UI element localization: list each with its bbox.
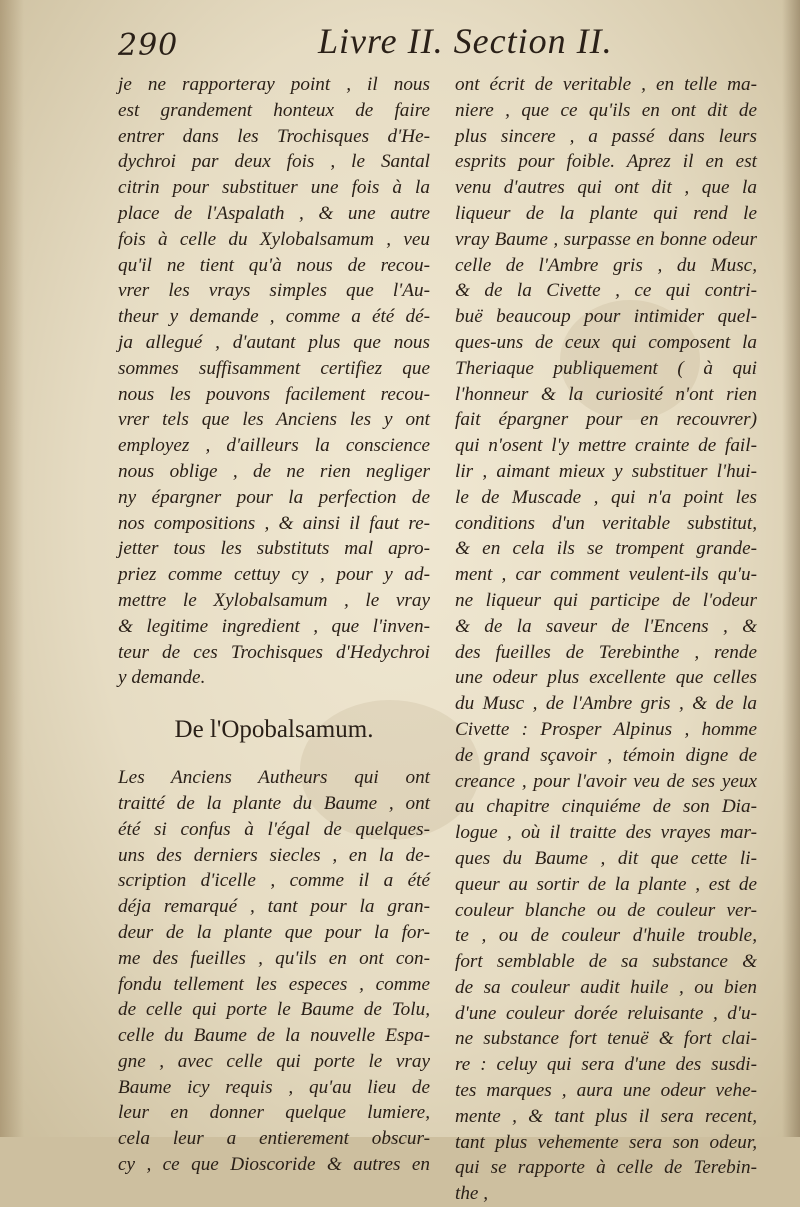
text-line: conditions d'un veritable substitut, [455, 512, 757, 534]
text-line: mente , & tant plus il sera recent, [455, 1105, 757, 1127]
text-line: y demande. [118, 667, 206, 689]
text-line: me des fueilles , qu'ils en ont con- [118, 947, 430, 969]
running-head: Livre II. Section II. [318, 21, 613, 61]
text-line: & de la Civette , ce qui contri- [455, 280, 757, 302]
text-line: Theriaque publiquement ( à qui [455, 357, 757, 379]
text-line: fois à celle du Xylobalsamum , veu [118, 228, 430, 250]
text-line: tes marques , aura une odeur vehe- [455, 1080, 757, 1102]
text-line: qui n'osent l'y mettre crainte de fail- [455, 435, 757, 457]
text-line: fort semblable de sa substance & [455, 951, 757, 973]
text-line: cy , ce que Dioscoride & autres en [118, 1154, 430, 1176]
text-line: nous oblige , de ne rien negliger [118, 460, 430, 482]
text-line: tant plus vehemente sera son odeur, [455, 1131, 757, 1153]
text-line: priez comme cettuy cy , pour y ad- [118, 564, 430, 586]
text-line: nos compositions , & ainsi il faut re- [118, 512, 430, 534]
text-line: liqueur de la plante qui rend le [455, 202, 757, 224]
text-line: nous les pouvons facilement recou- [118, 383, 430, 405]
text-line: entrer dans les Trochisques d'He- [118, 125, 430, 147]
text-line: couleur blanche ou de couleur ver- [455, 899, 757, 921]
text-line: ment , car comment veulent-ils qu'u- [455, 564, 757, 586]
text-line: niere , que ce qu'ils en ont dit de [455, 99, 757, 121]
text-line: & en cela ils se trompent grande- [455, 538, 757, 560]
text-line: & legitime ingredient , que l'inven- [118, 615, 430, 637]
right-column [455, 72, 757, 1207]
text-line: du Musc , de l'Ambre gris , & de la [455, 693, 757, 715]
text-line: été si confus à l'égal de quelques- [118, 818, 430, 840]
text-line: ja allegué , d'autant plus que nous [118, 331, 430, 353]
text-line: qui se rapporte à celle de Terebin- [455, 1157, 757, 1179]
text-line: te , ou de couleur d'huile trouble, [455, 925, 757, 947]
text-line: vrer les vrays simples que l'Au- [118, 280, 430, 302]
text-line: ques-uns de ceux qui composent la [455, 331, 757, 353]
text-line: gne , avec celle qui porte le vray [118, 1050, 430, 1072]
text-line: ques du Baume , dit que cette li- [455, 847, 757, 869]
text-line: d'une couleur dorée reluisante , d'u- [455, 1002, 757, 1024]
paragraph [118, 72, 430, 691]
text-line: Civette : Prosper Alpinus , homme [455, 718, 757, 740]
text-line: esprits pour foible. Aprez il en est [455, 151, 757, 173]
text-line: mettre le Xylobalsamum , le vray [118, 589, 430, 611]
text-line: buë beaucoup pour intimider quel- [455, 306, 757, 328]
paragraph [455, 72, 757, 1207]
text-line: au chapitre cinquiéme de son Dia- [455, 796, 757, 818]
text-line: creance , pour l'avoir veu de ses yeux [455, 770, 757, 792]
text-line: lir , aimant mieux y substituer l'hui- [455, 460, 757, 482]
text-line: deur de la plante que pour la for- [118, 921, 430, 943]
text-line: plus sincere , a passé dans leurs [455, 125, 757, 147]
text-line: leur en donner quelque lumiere, [118, 1102, 430, 1124]
text-line: ne substance fort tenuë & fort clai- [455, 1028, 757, 1050]
text-line: vrer tels que les Anciens les y ont [118, 409, 430, 431]
text-line: re : celuy qui sera d'une des susdi- [455, 1054, 757, 1076]
text-line: déja remarqué , tant pour la gran- [118, 896, 430, 918]
text-line: & de la saveur de l'Encens , & [455, 615, 757, 637]
text-line: l'honneur & la curiosité n'ont rien [455, 383, 757, 405]
text-line: celle de l'Ambre gris , du Musc, [455, 254, 757, 276]
text-line: de grand sçavoir , témoin digne de [455, 744, 757, 766]
text-line: des fueilles de Terebinthe , rende [455, 641, 757, 663]
text-line: jetter tous les substituts mal apro- [118, 538, 430, 560]
text-line: citrin pour substituer une fois à la [118, 177, 430, 199]
text-line: fait épargner pour en recouvrer) [455, 409, 757, 431]
text-line: je ne rapporteray point , il nous [118, 74, 430, 95]
text-line: place de l'Aspalath , & une autre [118, 202, 430, 224]
paragraph [118, 765, 430, 1178]
text-line: teur de ces Trochisques d'Hedychroi [118, 641, 430, 663]
text-line: Les Anciens Autheurs qui ont [118, 767, 430, 789]
text-line: queur au sortir de la plante , est de [455, 873, 757, 895]
text-line: venu d'autres qui ont dit , que la [455, 177, 757, 199]
text-line: dychroi par deux fois , le Santal [118, 151, 430, 173]
text-line: uns des derniers siecles , en la de- [118, 844, 430, 866]
text-line: le de Muscade , qui n'a point les [455, 486, 757, 508]
page-header [118, 18, 738, 66]
text-line: fondu tellement les especes , comme [118, 973, 430, 995]
text-line: qu'il ne tient qu'à nous de recou- [118, 254, 430, 276]
left-column [118, 72, 430, 1178]
text-line: employez , d'ailleurs la conscience [118, 435, 430, 457]
text-line: de sa couleur audit huile , ou bien [455, 976, 757, 998]
text-line: une odeur plus excellente que celles [455, 667, 757, 689]
text-line: theur y demande , comme a été dé- [118, 306, 430, 328]
text-line: est grandement honteux de faire [118, 99, 430, 121]
text-line: cela leur a entierement obscur- [118, 1128, 430, 1150]
text-line: vray Baume , surpasse en bonne odeur [455, 228, 757, 250]
text-line: traitté de la plante du Baume , ont [118, 792, 430, 814]
text-line: de celle qui porte le Baume de Tolu, [118, 999, 430, 1021]
text-line: ont écrit de veritable , en telle ma- [455, 74, 757, 95]
section-heading: De l'Opobalsamum. [174, 716, 374, 744]
text-line: ny épargner pour la perfection de [118, 486, 430, 508]
text-line: celle du Baume de la nouvelle Espa- [118, 1025, 430, 1047]
text-line: ne liqueur qui participe de l'odeur [455, 589, 757, 611]
text-line: the , [455, 1183, 489, 1205]
text-line: scription d'icelle , comme il a été [118, 870, 430, 892]
text-line: logue , où il traitte des vrayes mar- [455, 822, 757, 844]
text-line: sommes suffisamment certifiez que [118, 357, 430, 379]
text-line: Baume icy requis , qu'au lieu de [118, 1076, 430, 1098]
page-number: 290 [118, 28, 179, 63]
